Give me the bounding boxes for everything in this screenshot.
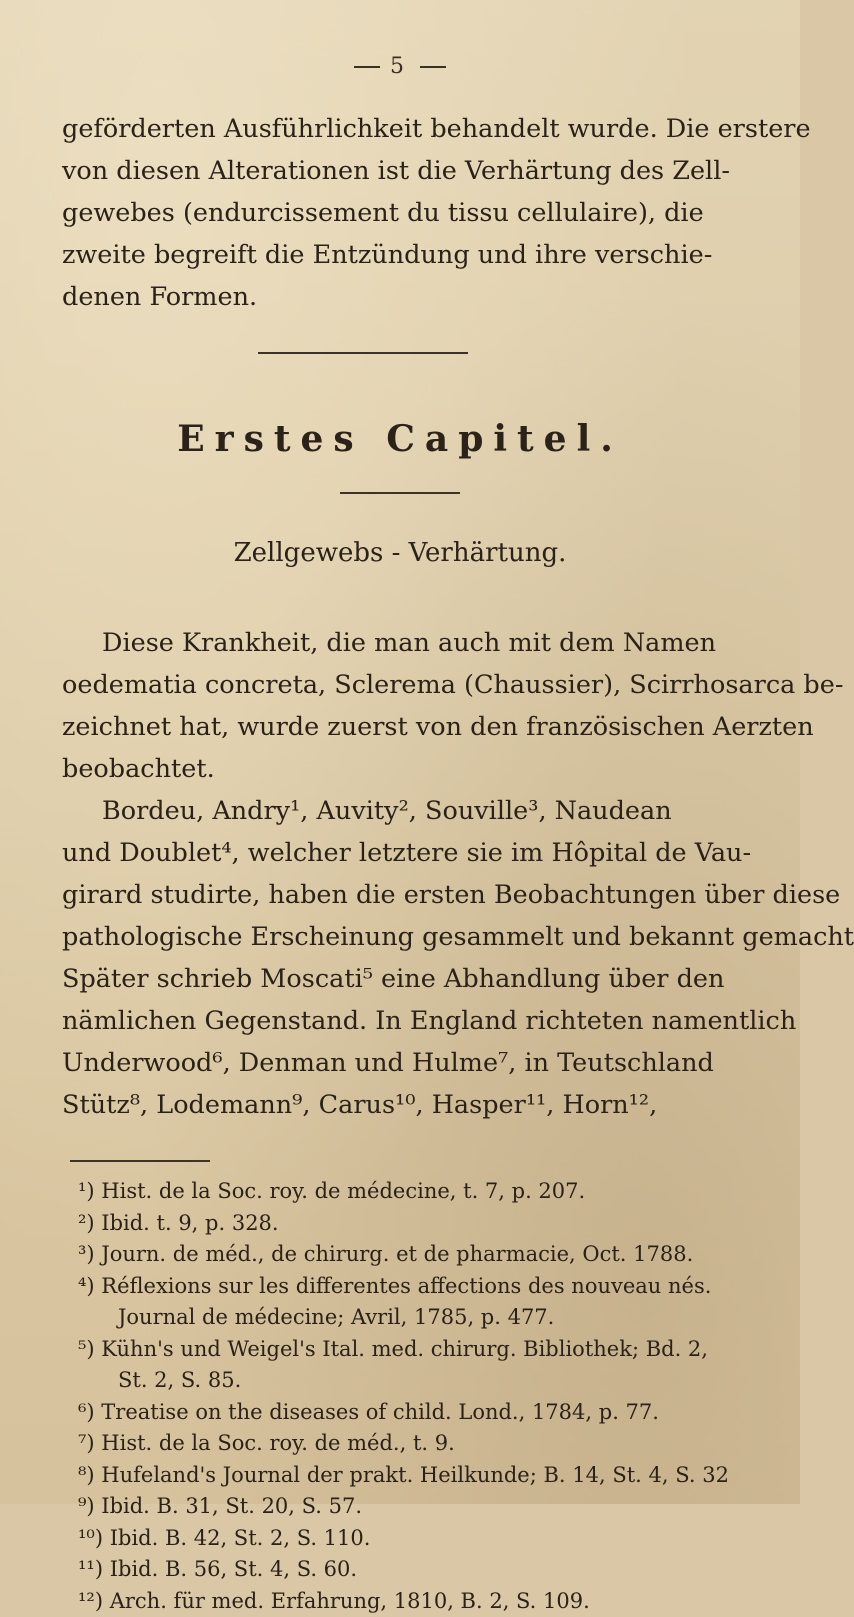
footnote: ¹⁰) Ibid. B. 42, St. 2, S. 110. [78, 1523, 768, 1555]
footnotes [78, 1176, 768, 1617]
page-number-value: 5 [390, 54, 410, 79]
intro-line: geförderten Ausführlichkeit behandelt wurde. Die erstere [62, 108, 752, 150]
footnote: ⁸) Hufeland's Journal der prakt. Heilkunde; B. 14, St. 4, S. 32 [78, 1460, 768, 1492]
body-line: Bordeu, Andry¹, Auvity², Souville³, Naudean [62, 790, 752, 832]
chapter-divider-rule [340, 492, 460, 494]
intro-line: gewebes (endurcissement du tissu cellulaire), die [62, 192, 752, 234]
body-line: zeichnet hat, wurde zuerst von den französischen Aerzten [62, 706, 752, 748]
footnote: ⁴) Réflexions sur les differentes affections des nouveau nés. [78, 1271, 768, 1303]
footnote: ⁶) Treatise on the diseases of child. Lond., 1784, p. 77. [78, 1397, 768, 1429]
intro-line: denen Formen. [62, 276, 752, 318]
page-number [0, 54, 800, 79]
body-line: Stütz⁸, Lodemann⁹, Carus¹⁰, Hasper¹¹, Horn¹², [62, 1084, 752, 1126]
footnote-continuation: St. 2, S. 85. [78, 1365, 768, 1397]
footnote: ⁵) Kühn's und Weigel's Ital. med. chirurg. Bibliothek; Bd. 2, [78, 1334, 768, 1366]
footnote: ⁷) Hist. de la Soc. roy. de méd., t. 9. [78, 1428, 768, 1460]
body-line: Diese Krankheit, die man auch mit dem Namen [62, 622, 752, 664]
body-line: Underwood⁶, Denman und Hulme⁷, in Teutschland [62, 1042, 752, 1084]
intro-line: von diesen Alterationen ist die Verhärtung des Zell- [62, 150, 752, 192]
main-paragraph [62, 622, 752, 1126]
body-line: beobachtet. [62, 748, 752, 790]
body-line: Später schrieb Moscati⁵ eine Abhandlung über den [62, 958, 752, 1000]
body-line: und Doublet⁴, welcher letztere sie im Hôpital de Vau- [62, 832, 752, 874]
body-line: oedematia concreta, Sclerema (Chaussier), Scirrhosarca be- [62, 664, 752, 706]
footnote-separator [70, 1160, 210, 1162]
footnote: ²) Ibid. t. 9, p. 328. [78, 1208, 768, 1240]
intro-paragraph [62, 108, 752, 318]
section-divider-rule [258, 352, 468, 354]
body-line: pathologische Erscheinung gesammelt und bekannt gemacht [62, 916, 752, 958]
intro-line: zweite begreift die Entzündung und ihre verschie- [62, 234, 752, 276]
footnote: ¹²) Arch. für med. Erfahrung, 1810, B. 2, S. 109. [78, 1586, 768, 1617]
body-line: girard studirte, haben die ersten Beobachtungen über diese [62, 874, 752, 916]
footnote: ⁹) Ibid. B. 31, St. 20, S. 57. [78, 1491, 768, 1523]
page-number-right-dash [420, 66, 446, 68]
page-number-left-dash [354, 66, 380, 68]
chapter-title: Erstes Capitel. [0, 418, 800, 460]
footnote: ¹¹) Ibid. B. 56, St. 4, S. 60. [78, 1554, 768, 1586]
footnote-continuation: Journal de médecine; Avril, 1785, p. 477. [78, 1302, 768, 1334]
chapter-subtitle: Zellgewebs - Verhärtung. [0, 538, 800, 568]
body-line: nämlichen Gegenstand. In England richteten namentlich [62, 1000, 752, 1042]
footnote: ¹) Hist. de la Soc. roy. de médecine, t. 7, p. 207. [78, 1176, 768, 1208]
footnote: ³) Journ. de méd., de chirurg. et de pharmacie, Oct. 1788. [78, 1239, 768, 1271]
